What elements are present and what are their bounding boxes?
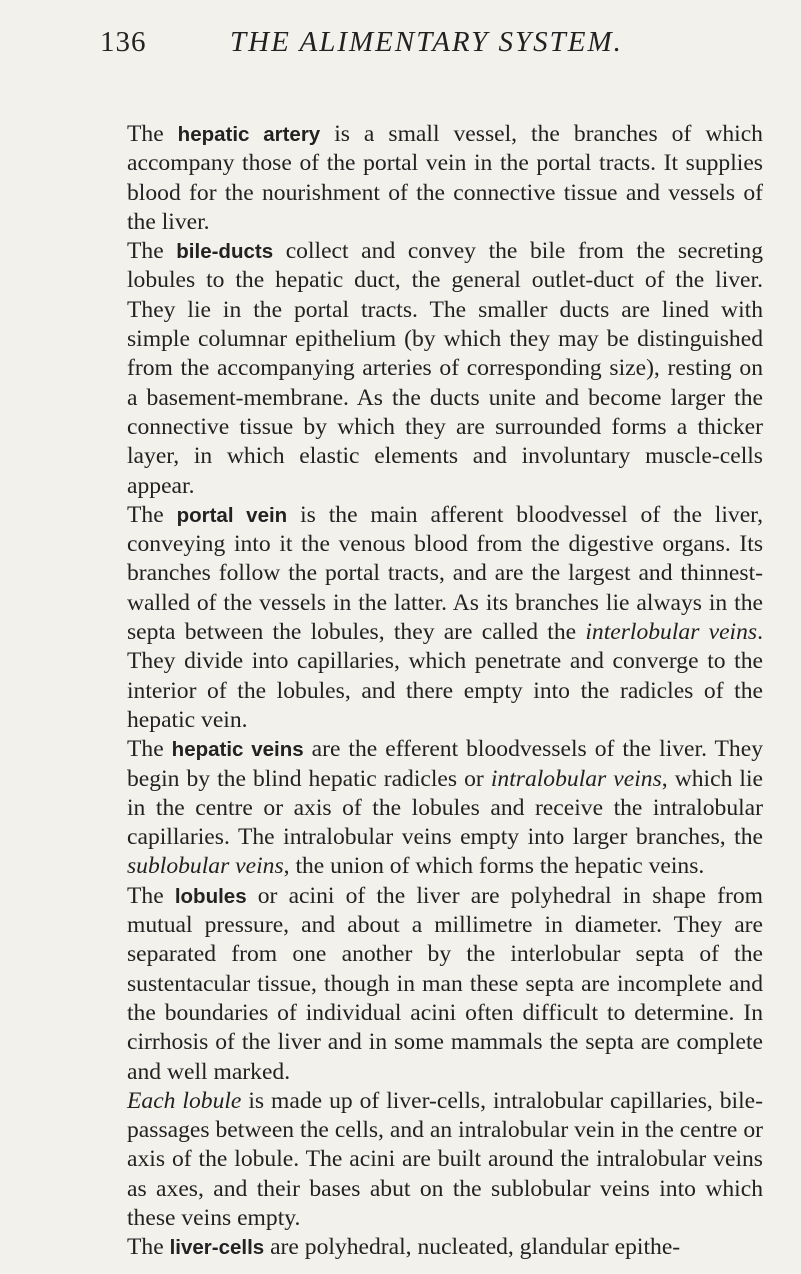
text-run: . They divide into capillaries, which penetrate and converge to the interior of the lobules, and there empty into the radicles of the hepatic vein. (127, 619, 763, 733)
bold-term: portal vein (176, 503, 288, 527)
text-run: is the main afferent bloodvessel of the liver, conveying into it the venous blood from the digestive organs. Its branches follow the portal tracts, and are the largest and thinnest-walled of the vessels in the latter. As its branches lie always in the septa between the lobules, they are called the (127, 501, 763, 646)
running-head (100, 22, 760, 62)
body-text (127, 120, 763, 1263)
running-title: THE ALIMENTARY SYSTEM. (230, 26, 623, 58)
text-run: is made up of liver-cells, intralobular capillaries, bile-passages between the cells, and an intralobular vein in the centre or axis of the lobule. The acini are built around the intralobular veins as axes, and their bases abut on the sublobular veins into which these veins empty. (127, 1087, 763, 1231)
page-number: 136 (100, 26, 147, 58)
text-run: is a small vessel, the branches of which accompany those of the portal vein in the portal tracts. It supplies blood for the nourishment of the connective tissue and vessels of the liver. (127, 121, 763, 235)
text-run: The (127, 238, 177, 265)
italic-term: intralobular veins (490, 765, 662, 792)
text-run: The (127, 736, 172, 763)
text-run: or acini of the liver are polyhedral in shape from mutual pressure, and about a millimetre in diameter. They are separated from one another by the interlobular septa of the sustentacular tissue, though in man these septa are incomplete and the boundaries of individual acini often difficult to determine. In cirrhosis of the liver and in some mammals the septa are complete and well marked. (127, 882, 763, 1085)
italic-term: sublobular veins (127, 853, 284, 880)
text-run: are the efferent bloodvessels of the liver. They begin by the blind hepatic radicles or (127, 736, 764, 792)
text-run: The (127, 1234, 170, 1261)
text-run: collect and convey the bile from the secreting lobules to the hepatic duct, the general outlet-duct of the liver. They lie in the portal tracts. The smaller ducts are lined with simple columnar epithelium (by which they may be distinguished from the accompanying arteries of corresponding size), resting on a basement-membrane. As the ducts unite and become larger the connective tissue by which they are surrounded forms a thicker layer, in which elastic elements and involuntary muscle-cells appear. (127, 238, 763, 499)
text-run: are polyhedral, nucleated, glandular epithe- (264, 1234, 681, 1261)
bold-term: hepatic artery (177, 123, 321, 146)
paragraph (127, 237, 763, 501)
text-run: The (127, 501, 177, 528)
paragraph (127, 501, 763, 735)
italic-term: Each lobule (127, 1087, 242, 1114)
bold-term: liver-cells (169, 1236, 265, 1260)
paragraph (127, 1087, 763, 1233)
italic-term: interlobular veins (585, 619, 758, 646)
paragraph (127, 1233, 763, 1262)
paragraph (127, 735, 763, 881)
paragraph (127, 120, 763, 237)
bold-term: bile-ducts (176, 240, 274, 264)
bold-term: lobules (174, 884, 247, 908)
text-run: , which lie in the centre or axis of the lobules and receive the intralobular capillaries. The intralobular veins empty into larger branches, the (127, 765, 764, 851)
text-run: The (127, 882, 175, 909)
paragraph (127, 882, 763, 1087)
text-run: , the union of which forms the hepatic veins. (283, 853, 705, 880)
bold-term: hepatic veins (171, 738, 304, 762)
text-run: The (127, 121, 178, 147)
